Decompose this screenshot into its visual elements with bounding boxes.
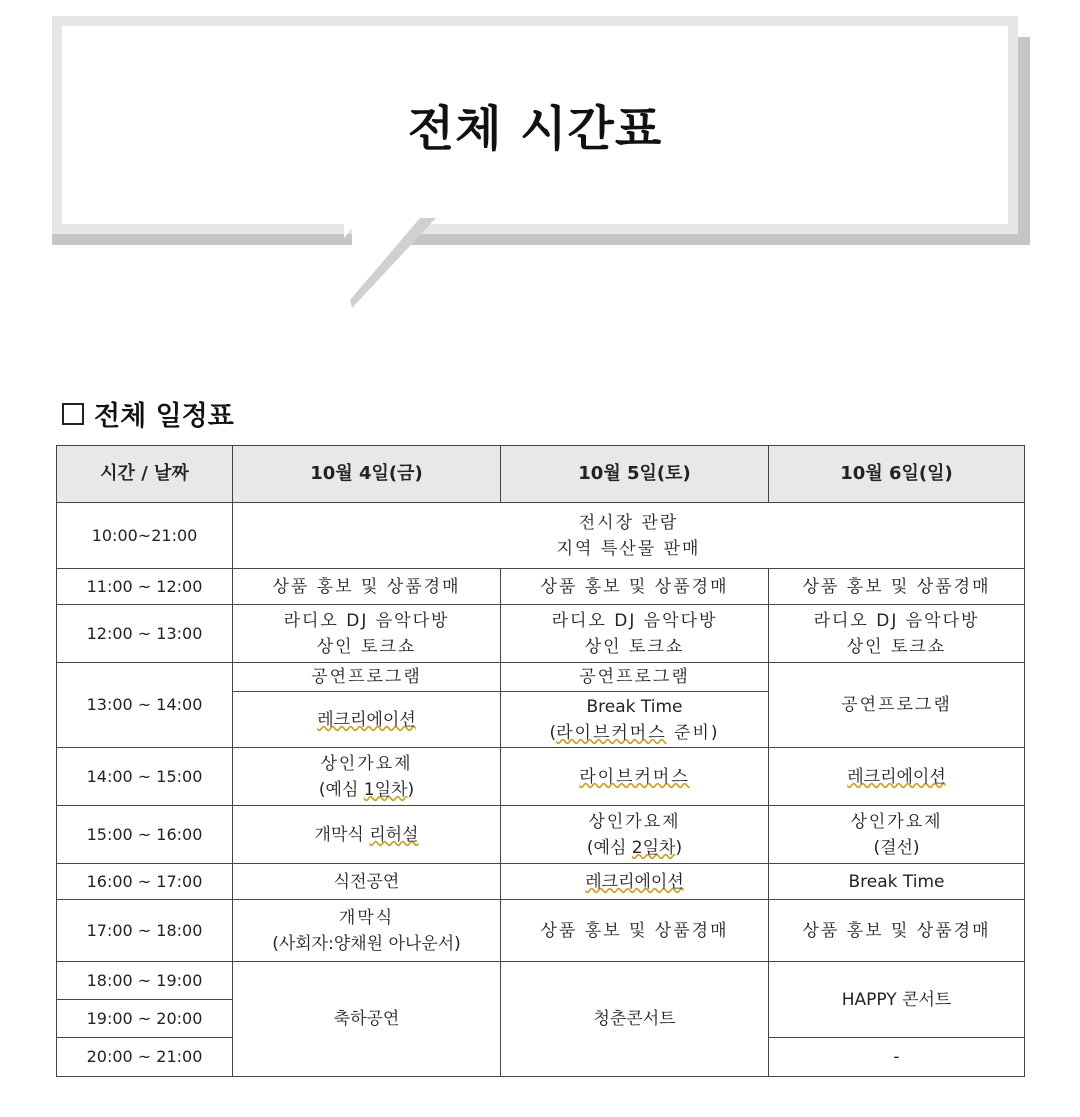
event-cell bbox=[769, 605, 1025, 663]
event-line: 상인 토크쇼 bbox=[584, 636, 685, 657]
table-row bbox=[57, 864, 1025, 900]
event-line: 라디오 DJ 음악다방 bbox=[551, 610, 718, 631]
time-cell: 16:00 ~ 17:00 bbox=[57, 864, 233, 900]
time-cell: 10:00~21:00 bbox=[57, 503, 233, 569]
event-text: 개막식 bbox=[314, 824, 370, 845]
time-cell: 18:00 ~ 19:00 bbox=[57, 962, 233, 1000]
section-title: 전체 일정표 bbox=[94, 401, 234, 432]
time-cell: 11:00 ~ 12:00 bbox=[57, 569, 233, 605]
banner-tail bbox=[340, 218, 460, 318]
table-row bbox=[57, 806, 1025, 864]
time-cell: 20:00 ~ 21:00 bbox=[57, 1038, 233, 1077]
header-time: 시간 / 날짜 bbox=[57, 446, 233, 503]
event-line: 라디오 DJ 음악다방 bbox=[283, 610, 450, 631]
time-cell: 12:00 ~ 13:00 bbox=[57, 605, 233, 663]
event-line: 상인가요제 bbox=[850, 811, 943, 832]
event-cell bbox=[233, 806, 501, 864]
event-cell bbox=[501, 864, 769, 900]
event-cell: 공연프로그램 bbox=[769, 663, 1025, 748]
event-text: 레크리에이션 bbox=[585, 871, 684, 892]
event-line: (결선) bbox=[873, 837, 920, 858]
event-text: (예심 bbox=[318, 779, 364, 800]
event-line: Break Time bbox=[586, 696, 683, 717]
event-text: 1일차 bbox=[363, 779, 408, 800]
time-cell: 15:00 ~ 16:00 bbox=[57, 806, 233, 864]
event-cell bbox=[769, 806, 1025, 864]
time-cell: 13:00 ~ 14:00 bbox=[57, 663, 233, 748]
event-cell: 축하공연 bbox=[233, 962, 501, 1077]
time-cell: 19:00 ~ 20:00 bbox=[57, 1000, 233, 1038]
event-line bbox=[501, 835, 768, 861]
section-heading bbox=[62, 394, 234, 433]
header-day-1: 10월 4일(금) bbox=[233, 446, 501, 503]
event-cell bbox=[501, 806, 769, 864]
event-line: 상인가요제 bbox=[320, 753, 413, 774]
table-row bbox=[57, 605, 1025, 663]
event-text: 라이브커머스 bbox=[579, 766, 690, 787]
event-line: (사회자:양채원 아나운서) bbox=[272, 933, 461, 954]
event-cell: 상품 홍보 및 상품경매 bbox=[769, 569, 1025, 605]
event-cell bbox=[769, 748, 1025, 806]
table-row bbox=[57, 569, 1025, 605]
allday-line: 전시장 관람 bbox=[578, 512, 679, 533]
event-cell bbox=[501, 692, 769, 748]
event-text: 레크리에이션 bbox=[847, 766, 946, 787]
allday-line: 지역 특산물 판매 bbox=[556, 538, 701, 559]
event-cell: 공연프로그램 bbox=[501, 663, 769, 692]
table-row bbox=[57, 503, 1025, 569]
event-cell: 상품 홍보 및 상품경매 bbox=[769, 900, 1025, 962]
event-cell bbox=[233, 692, 501, 748]
event-cell: HAPPY 콘서트 bbox=[769, 962, 1025, 1038]
event-text: ) bbox=[407, 779, 415, 800]
event-cell: 식전공연 bbox=[233, 864, 501, 900]
event-text: 레크리에이션 bbox=[317, 709, 416, 730]
table-row bbox=[57, 900, 1025, 962]
event-text: ) bbox=[675, 837, 683, 858]
event-text: 2일차 bbox=[631, 837, 676, 858]
time-cell: 14:00 ~ 15:00 bbox=[57, 748, 233, 806]
table-row bbox=[57, 748, 1025, 806]
event-text: 리허설 bbox=[369, 824, 419, 845]
header-day-2: 10월 5일(토) bbox=[501, 446, 769, 503]
table-row bbox=[57, 663, 1025, 692]
event-line bbox=[233, 777, 500, 803]
event-text: 준비) bbox=[666, 722, 720, 743]
event-line: 상인 토크쇼 bbox=[846, 636, 947, 657]
event-cell: Break Time bbox=[769, 864, 1025, 900]
event-line bbox=[501, 720, 768, 746]
event-line: 상인가요제 bbox=[588, 811, 681, 832]
event-cell bbox=[233, 748, 501, 806]
event-text: ( bbox=[549, 722, 557, 743]
time-cell: 17:00 ~ 18:00 bbox=[57, 900, 233, 962]
event-cell: 청춘콘서트 bbox=[501, 962, 769, 1077]
checkbox-square-icon bbox=[62, 403, 84, 425]
page-title: 전체 시간표 bbox=[407, 101, 663, 157]
event-cell: 공연프로그램 bbox=[233, 663, 501, 692]
event-line: 상인 토크쇼 bbox=[316, 636, 417, 657]
allday-cell bbox=[233, 503, 1025, 569]
event-cell: 상품 홍보 및 상품경매 bbox=[501, 900, 769, 962]
event-text: 라이브커머스 bbox=[556, 722, 667, 743]
event-cell bbox=[233, 605, 501, 663]
event-cell: - bbox=[769, 1038, 1025, 1077]
event-cell bbox=[501, 748, 769, 806]
event-cell bbox=[233, 900, 501, 962]
event-cell: 상품 홍보 및 상품경매 bbox=[233, 569, 501, 605]
schedule-table bbox=[56, 445, 1025, 1077]
event-line: 라디오 DJ 음악다방 bbox=[813, 610, 980, 631]
event-text: (예심 bbox=[586, 837, 632, 858]
table-header-row bbox=[57, 446, 1025, 503]
event-cell: 상품 홍보 및 상품경매 bbox=[501, 569, 769, 605]
event-line: 개막식 bbox=[338, 907, 395, 928]
table-row bbox=[57, 962, 1025, 1000]
event-cell bbox=[501, 605, 769, 663]
header-day-3: 10월 6일(일) bbox=[769, 446, 1025, 503]
